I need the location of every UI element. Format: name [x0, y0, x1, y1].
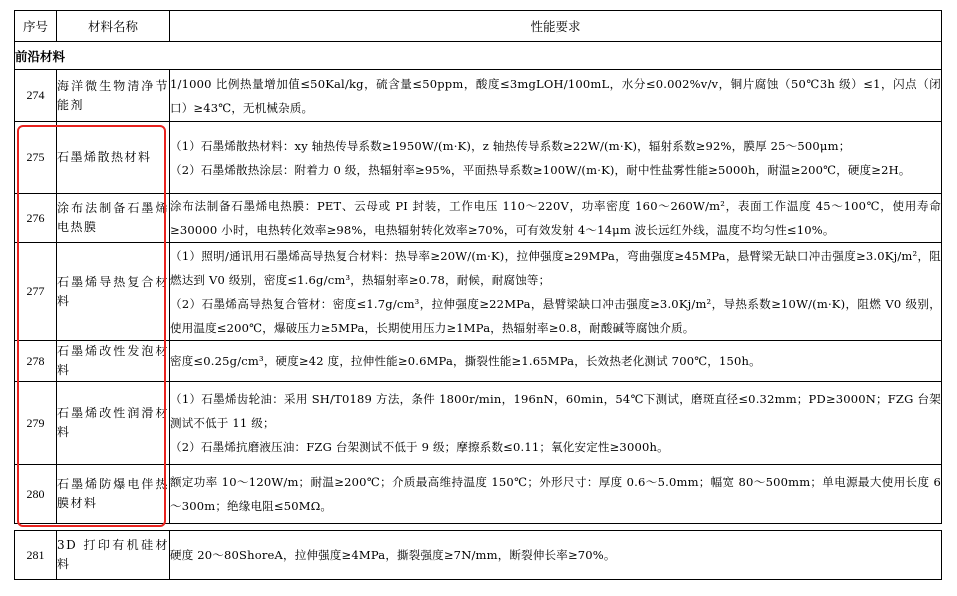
- row-requirements: [170, 382, 942, 465]
- row-no: 275: [15, 122, 57, 194]
- row-name: 涂布法制备石墨烯电热膜: [57, 194, 170, 243]
- requirement-line: 1/1000 比例热量增加值≤50Kal/kg，硫含量≤50ppm，酸度≤3mgLOH/100mL，水分≤0.002%v/v，铜片腐蚀（50℃3h 级）≤1，闪点（闭口）≥43℃，无机械杂质。: [170, 76, 941, 115]
- table-row: [15, 243, 942, 341]
- row-name: 3D 打印有机硅材料: [57, 531, 170, 580]
- header-no: 序号: [15, 11, 57, 42]
- requirement-line: （1）石墨烯散热材料：xy 轴热传导系数≥1950W/(m·K)，z 轴热传导系数≥22W/(m·K)，辐射系数≥92%，膜厚 25～500μm；: [170, 138, 851, 153]
- row-name: 石墨烯防爆电伴热膜材料: [57, 465, 170, 524]
- row-requirements: [170, 341, 942, 382]
- row-no: 277: [15, 243, 57, 341]
- table-row: [15, 341, 942, 382]
- row-requirements: [170, 243, 942, 341]
- row-gap-cell: [15, 524, 942, 531]
- requirement-line: 涂布法制备石墨烯电热膜：PET、云母或 PI 封装，工作电压 110～220V，功率密度 160～260W/m²，表面工作温度 45～100℃，使用寿命≥30000 小时，电热转化效率≥98%，电热辐射转化效率≥70%，可有效发射 4～14μm 波长远红外线，温度不均匀性≤10%。: [170, 199, 941, 237]
- row-no: 278: [15, 341, 57, 382]
- table-header-row: [15, 11, 942, 42]
- requirement-line: （1）照明/通讯用石墨烯高导热复合材料：热导率≥20W/(m·K)，拉伸强度≥29MPa，弯曲强度≥45MPa，悬臂梁无缺口冲击强度≥3.0Kj/m²，阻燃达到 V0 级别，密度≤1.6g/cm³，热辐射率≥0.78，耐候，耐腐蚀等；: [170, 248, 941, 287]
- requirement-line: （2）石墨烯高导热复合管材：密度≤1.7g/cm³，拉伸强度≥22MPa，悬臂梁缺口冲击强度≥3.0Kj/m²，导热系数≥10W/(m·K)，阻燃 V0 级别，使用温度≤200℃，爆破压力≥5MPa，长期使用压力≥1MPa，热辐射率≥0.8，耐酸碱等腐蚀介质。: [170, 296, 941, 335]
- group-label: 前沿材料: [15, 42, 942, 70]
- row-requirements: [170, 531, 942, 580]
- header-requirements: 性能要求: [170, 11, 942, 42]
- row-name: 石墨烯导热复合材料: [57, 243, 170, 341]
- row-gap: [15, 524, 942, 531]
- table-row: [15, 465, 942, 524]
- requirement-line: （2）石墨烯散热涂层：附着力 0 级，热辐射率≥95%，平面热导系数≥100W/(m·K)，耐中性盐雾性能≥5000h，耐温≥200℃，硬度≥2H。: [170, 162, 911, 177]
- group-row: [15, 42, 942, 70]
- table-row: [15, 70, 942, 122]
- table-row: [15, 194, 942, 243]
- spec-table: [14, 10, 942, 580]
- row-no: 281: [15, 531, 57, 580]
- row-requirements: [170, 70, 942, 122]
- requirement-line: （1）石墨烯齿轮油：采用 SH/T0189 方法，条件 1800r/min，196nN，60min，54℃下测试，磨斑直径≤0.32mm；PD≥3000N；FZG 台架测试不低于 11 级；: [170, 392, 941, 430]
- row-name: 石墨烯改性发泡材料: [57, 341, 170, 382]
- requirement-line: 密度≤0.25g/cm³，硬度≥42 度，拉伸性能≥0.6MPa，撕裂性能≥1.65MPa，长效热老化测试 700℃，150h。: [170, 354, 761, 368]
- table-row: [15, 122, 942, 194]
- row-requirements: [170, 465, 942, 524]
- row-no: 274: [15, 70, 57, 122]
- row-requirements: [170, 194, 942, 243]
- row-requirements: [170, 122, 942, 194]
- row-name: 石墨烯改性润滑材料: [57, 382, 170, 465]
- table-row: [15, 531, 942, 580]
- row-no: 280: [15, 465, 57, 524]
- row-name: 石墨烯散热材料: [57, 122, 170, 194]
- row-no: 279: [15, 382, 57, 465]
- requirement-line: 额定功率 10～120W/m；耐温≥200℃；介质最高维持温度 150℃；外形尺寸：厚度 0.6～5.0mm；幅宽 80～500mm；单电源最大使用长度 6～300m；绝缘电阻≤50MΩ。: [170, 475, 941, 513]
- requirement-line: （2）石墨烯抗磨液压油：FZG 台架测试不低于 9 级；摩擦系数≤0.11；氧化安定性≥3000h。: [170, 440, 669, 454]
- header-name: 材料名称: [57, 11, 170, 42]
- table-row: [15, 382, 942, 465]
- requirement-line: 硬度 20～80ShoreA，拉伸强度≥4MPa，撕裂强度≥7N/mm，断裂伸长率≥70%。: [170, 548, 616, 562]
- row-no: 276: [15, 194, 57, 243]
- row-name: 海洋微生物清净节能剂: [57, 70, 170, 122]
